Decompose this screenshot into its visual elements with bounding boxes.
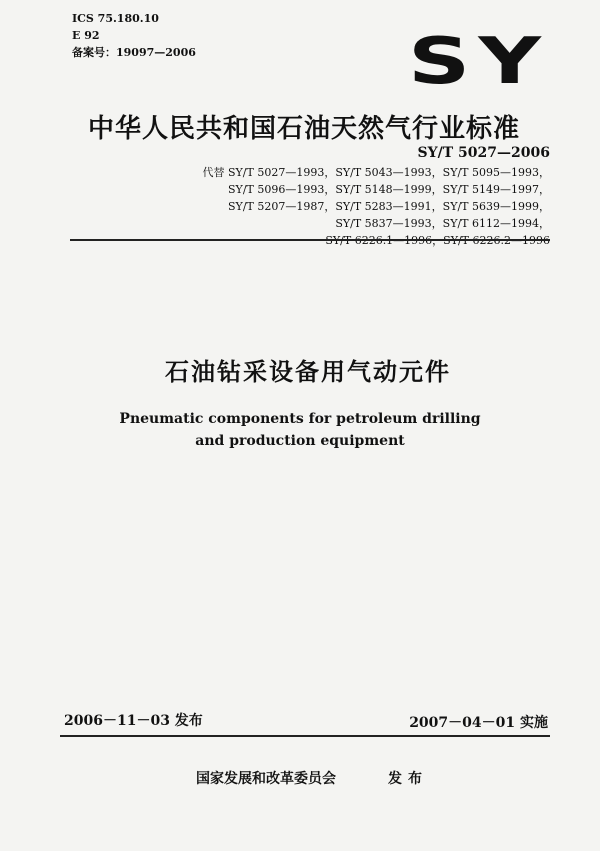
issue-date: 2006－11－03 发布 <box>64 713 203 729</box>
sy-logo: SY <box>408 25 549 99</box>
footer-divider <box>60 735 550 737</box>
document-title-en <box>0 408 600 452</box>
issuing-authority: 国家发展和改革委员会 <box>196 771 336 787</box>
record-number: 备案号：19097—2006 <box>72 46 196 59</box>
document-title-cn: 石油钻采设备用气动元件 <box>165 358 451 386</box>
standard-category-title: 中华人民共和国石油天然气行业标准 <box>88 114 521 144</box>
ics-code: ICS 75.180.10 <box>72 12 159 25</box>
title-en-line: and production equipment <box>195 433 405 449</box>
replaces-list <box>203 164 550 249</box>
header-divider <box>70 239 550 241</box>
replaces-line: SY/T 5096—1993，SY/T 5148—1999，SY/T 5149—1997， <box>228 183 550 196</box>
title-en-line: Pneumatic components for petroleum drilling <box>119 411 481 427</box>
implementation-date: 2007－04－01 实施 <box>409 715 548 731</box>
replaces-line: 代替 SY/T 5027—1993，SY/T 5043—1993，SY/T 5095—1993， <box>202 166 550 179</box>
replaces-line: SY/T 5207—1987，SY/T 5283—1991，SY/T 5639—1999， <box>228 200 550 213</box>
standard-number: SY/T 5027—2006 <box>417 145 550 161</box>
class-code: E 92 <box>72 29 100 42</box>
replaces-line: SY/T 5837—1993，SY/T 6112—1994， <box>335 217 550 230</box>
issue-label: 发布 <box>388 771 428 787</box>
classification-block <box>72 10 196 61</box>
